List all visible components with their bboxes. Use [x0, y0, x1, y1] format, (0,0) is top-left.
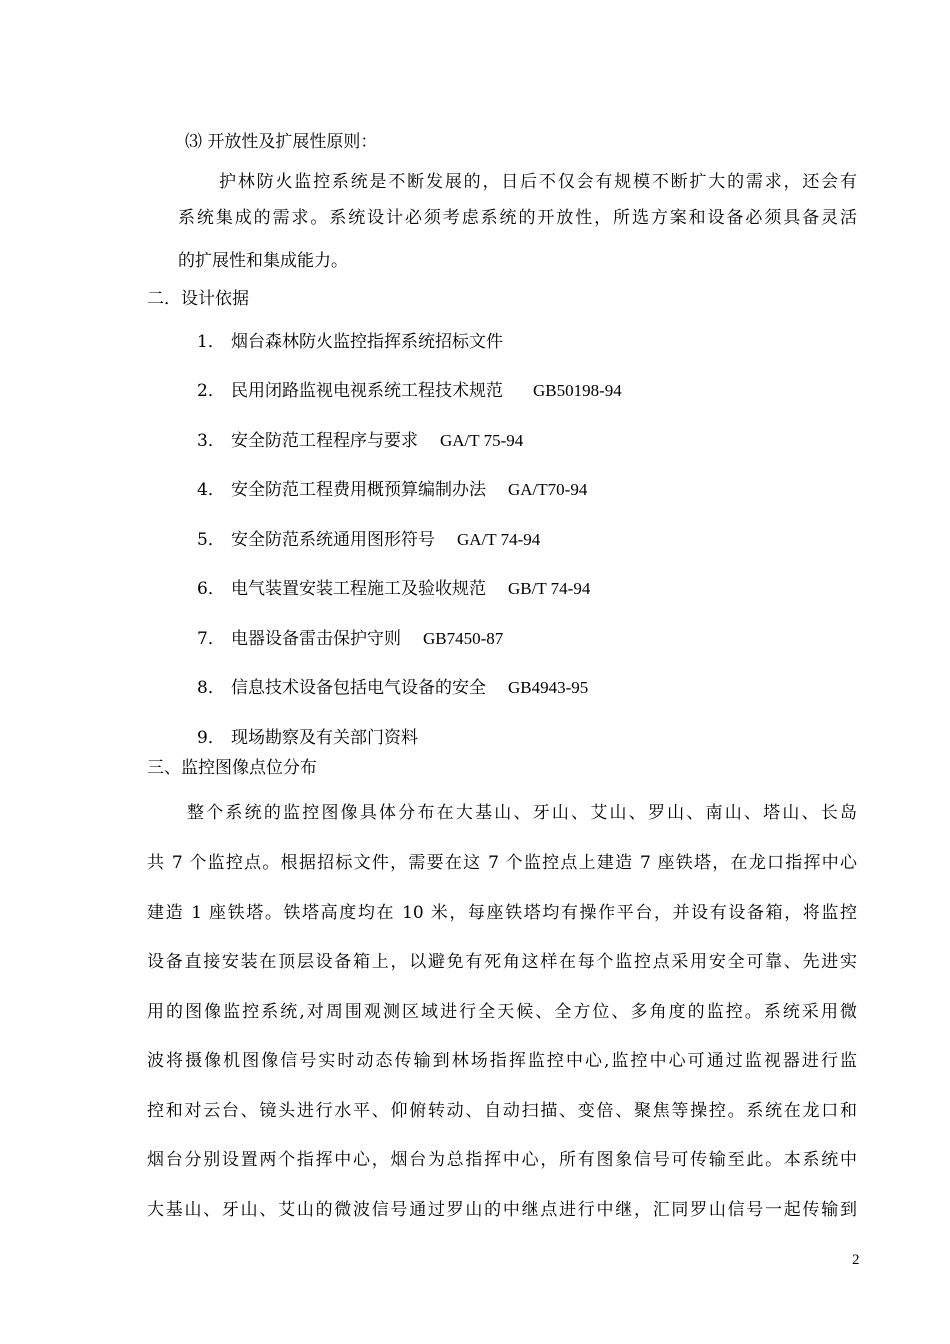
distribution-line-1-wrap	[147, 795, 857, 831]
distribution-line-5-wrap	[147, 994, 857, 1030]
basis-item	[197, 331, 503, 353]
distribution-line-7-wrap	[147, 1093, 857, 1129]
basis-item-code: GB50198-94	[533, 381, 622, 400]
basis-item	[197, 628, 503, 650]
principle-line-2: 系统集成的需求。系统设计必须考虑系统的开放性，所选方案和设备必须具备灵活	[178, 208, 857, 228]
basis-item	[197, 578, 590, 600]
basis-item-text: 电器设备雷击保护守则	[231, 629, 401, 649]
basis-item-number: 4．	[197, 480, 225, 500]
basis-item-text: 安全防范工程费用概预算编制办法	[231, 480, 486, 500]
basis-item-number: 6．	[197, 579, 225, 599]
basis-item-text: 现场勘察及有关部门资料	[231, 728, 418, 748]
distribution-line-4-wrap	[147, 944, 857, 980]
design-basis-heading: 二．设计依据	[147, 289, 249, 309]
basis-item-text: 烟台森林防火监控指挥系统招标文件	[231, 332, 503, 352]
distribution-line-7: 控和对云台、镜头进行水平、仰俯转动、自动扫描、变倍、聚焦等操控。系统在龙口和	[147, 1101, 857, 1121]
basis-item-code: GA/T 74-94	[457, 530, 541, 549]
principle-paragraph	[147, 164, 857, 200]
basis-item-code: GA/T70-94	[508, 480, 588, 499]
distribution-line-3: 建造 1 座铁塔。铁塔高度均在 10 米，每座铁塔均有操作平台，并设有设备箱，将监控	[147, 903, 857, 923]
basis-item	[197, 529, 540, 551]
basis-item	[197, 380, 622, 402]
principle-line-2-wrap	[178, 200, 857, 236]
distribution-line-9-wrap	[147, 1192, 857, 1228]
basis-item	[197, 430, 523, 452]
page-number: 2	[852, 1252, 860, 1268]
basis-item-number: 5．	[197, 530, 225, 550]
distribution-line-9: 大基山、牙山、艾山的微波信号通过罗山的中继点进行中继，汇同罗山信号一起传输到	[147, 1200, 857, 1220]
basis-item-code: GB4943-95	[508, 678, 589, 697]
basis-item	[197, 479, 587, 501]
distribution-line-8-wrap	[147, 1142, 857, 1178]
distribution-line-2: 共 7 个监控点。根据招标文件，需要在这 7 个监控点上建造 7 座铁塔，在龙口指挥中心	[147, 853, 857, 873]
basis-item-code: GA/T 75-94	[440, 431, 524, 450]
basis-item-text: 电气装置安装工程施工及验收规范	[231, 579, 486, 599]
basis-item-number: 3．	[197, 431, 225, 451]
principle-line-3-wrap	[178, 243, 857, 279]
distribution-heading: 三、监控图像点位分布	[147, 758, 317, 778]
distribution-line-3-wrap	[147, 895, 857, 931]
distribution-line-1: 整个系统的监控图像具体分布在大基山、牙山、艾山、罗山、南山、塔山、长岛	[187, 803, 857, 823]
distribution-line-4: 设备直接安装在顶层设备箱上，以避免有死角这样在每个监控点采用安全可靠、先进实	[147, 952, 857, 972]
basis-item	[197, 727, 418, 749]
distribution-line-2-wrap	[147, 845, 857, 881]
basis-item-number: 8．	[197, 678, 225, 698]
distribution-line-6: 波将摄像机图像信号实时动态传输到林场指挥监控中心,监控中心可通过监视器进行监	[147, 1051, 857, 1071]
principle-heading: ⑶ 开放性及扩展性原则：	[185, 132, 378, 152]
basis-item-text: 安全防范系统通用图形符号	[231, 530, 435, 550]
basis-item-number: 2．	[197, 381, 225, 401]
basis-item-number: 7．	[197, 629, 225, 649]
basis-item-number: 9．	[197, 728, 225, 748]
basis-item-number: 1．	[197, 332, 225, 352]
basis-item	[197, 677, 588, 699]
distribution-line-8: 烟台分别设置两个指挥中心，烟台为总指挥中心，所有图象信号可传输至此。本系统中	[147, 1150, 857, 1170]
distribution-line-6-wrap	[147, 1043, 857, 1079]
basis-item-code: GB7450-87	[423, 629, 504, 648]
principle-line-3: 的扩展性和集成能力。	[178, 251, 348, 271]
principle-line-1: 护林防火监控系统是不断发展的，日后不仅会有规模不断扩大的需求，还会有	[219, 172, 857, 192]
basis-item-code: GB/T 74-94	[508, 579, 591, 598]
basis-item-text: 信息技术设备包括电气设备的安全	[231, 678, 486, 698]
basis-item-text: 民用闭路监视电视系统工程技术规范	[231, 381, 503, 401]
basis-item-text: 安全防范工程程序与要求	[231, 431, 418, 451]
distribution-line-5: 用的图像监控系统,对周围观测区域进行全天候、全方位、多角度的监控。系统采用微	[147, 1002, 857, 1022]
